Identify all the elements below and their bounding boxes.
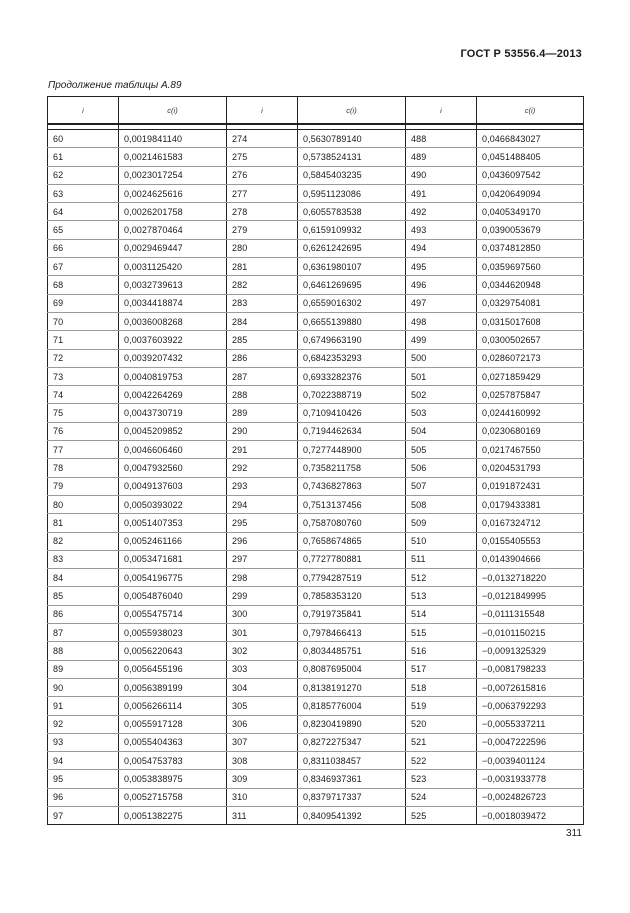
value-cell: 0,0023017254 — [119, 166, 227, 184]
index-cell: 507 — [406, 477, 477, 495]
value-cell: −0,0121849995 — [477, 587, 584, 605]
index-cell: 513 — [406, 587, 477, 605]
value-cell: 0,0179433381 — [477, 495, 584, 513]
index-cell: 86 — [48, 605, 119, 623]
value-cell: 0,7587080760 — [298, 514, 406, 532]
table-row — [48, 148, 584, 166]
value-cell: 0,7109410426 — [298, 404, 406, 422]
index-cell: 73 — [48, 367, 119, 385]
value-cell: 0,0026201758 — [119, 203, 227, 221]
index-cell: 79 — [48, 477, 119, 495]
index-cell: 68 — [48, 276, 119, 294]
index-cell: 69 — [48, 294, 119, 312]
table-row — [48, 660, 584, 678]
value-cell: 0,0055404363 — [119, 733, 227, 751]
value-cell: −0,0031933778 — [477, 770, 584, 788]
value-cell: 0,0053471681 — [119, 550, 227, 568]
value-cell: 0,0034418874 — [119, 294, 227, 312]
index-cell: 304 — [227, 678, 298, 696]
value-cell: −0,0072615816 — [477, 678, 584, 696]
table-row — [48, 569, 584, 587]
value-cell: 0,7436827863 — [298, 477, 406, 495]
value-cell: 0,6461269695 — [298, 276, 406, 294]
table-row — [48, 733, 584, 751]
value-cell: 0,0052461166 — [119, 532, 227, 550]
value-cell: 0,8311038457 — [298, 752, 406, 770]
index-cell: 505 — [406, 441, 477, 459]
value-cell: 0,0230680169 — [477, 422, 584, 440]
value-cell: 0,8087695004 — [298, 660, 406, 678]
index-cell: 508 — [406, 495, 477, 513]
value-cell: 0,0359697560 — [477, 258, 584, 276]
column-header-i-3: i — [406, 97, 477, 125]
index-cell: 283 — [227, 294, 298, 312]
value-cell: 0,8185776004 — [298, 697, 406, 715]
value-cell: −0,0111315548 — [477, 605, 584, 623]
value-cell: 0,0436097542 — [477, 166, 584, 184]
index-cell: 519 — [406, 697, 477, 715]
value-cell: 0,0027870464 — [119, 221, 227, 239]
index-cell: 292 — [227, 459, 298, 477]
value-cell: 0,0167324712 — [477, 514, 584, 532]
value-cell: 0,8138191270 — [298, 678, 406, 696]
table-row — [48, 441, 584, 459]
index-cell: 276 — [227, 166, 298, 184]
index-cell: 286 — [227, 349, 298, 367]
index-cell: 82 — [48, 532, 119, 550]
index-cell: 511 — [406, 550, 477, 568]
table-row — [48, 788, 584, 806]
index-cell: 497 — [406, 294, 477, 312]
index-cell: 299 — [227, 587, 298, 605]
value-cell: −0,0018039472 — [477, 806, 584, 824]
value-cell: 0,0050393022 — [119, 495, 227, 513]
table-row — [48, 331, 584, 349]
index-cell: 278 — [227, 203, 298, 221]
index-cell: 74 — [48, 386, 119, 404]
index-cell: 83 — [48, 550, 119, 568]
index-cell: 296 — [227, 532, 298, 550]
value-cell: 0,6749663190 — [298, 331, 406, 349]
table-row — [48, 514, 584, 532]
value-cell: 0,8230419890 — [298, 715, 406, 733]
table-row — [48, 752, 584, 770]
index-cell: 524 — [406, 788, 477, 806]
value-cell: 0,0329754081 — [477, 294, 584, 312]
table-row — [48, 166, 584, 184]
index-cell: 287 — [227, 367, 298, 385]
index-cell: 300 — [227, 605, 298, 623]
index-cell: 306 — [227, 715, 298, 733]
value-cell: 0,0055475714 — [119, 605, 227, 623]
index-cell: 489 — [406, 148, 477, 166]
value-cell: 0,6933282376 — [298, 367, 406, 385]
value-cell: 0,6559016302 — [298, 294, 406, 312]
index-cell: 77 — [48, 441, 119, 459]
value-cell: 0,6842353293 — [298, 349, 406, 367]
index-cell: 493 — [406, 221, 477, 239]
table-row — [48, 642, 584, 660]
index-cell: 279 — [227, 221, 298, 239]
index-cell: 280 — [227, 239, 298, 257]
value-cell: −0,0024826723 — [477, 788, 584, 806]
index-cell: 506 — [406, 459, 477, 477]
value-cell: 0,5845403235 — [298, 166, 406, 184]
table-row — [48, 532, 584, 550]
value-cell: −0,0132718220 — [477, 569, 584, 587]
index-cell: 75 — [48, 404, 119, 422]
index-cell: 515 — [406, 624, 477, 642]
index-cell: 294 — [227, 495, 298, 513]
column-header-i-2: i — [227, 97, 298, 125]
value-cell: 0,7022388719 — [298, 386, 406, 404]
value-cell: 0,5951123086 — [298, 184, 406, 202]
value-cell: 0,5630789140 — [298, 130, 406, 148]
index-cell: 92 — [48, 715, 119, 733]
index-cell: 500 — [406, 349, 477, 367]
index-cell: 302 — [227, 642, 298, 660]
table-row — [48, 550, 584, 568]
table-row — [48, 203, 584, 221]
index-cell: 525 — [406, 806, 477, 824]
value-cell: −0,0047222596 — [477, 733, 584, 751]
index-cell: 63 — [48, 184, 119, 202]
table-row — [48, 258, 584, 276]
index-cell: 60 — [48, 130, 119, 148]
index-cell: 496 — [406, 276, 477, 294]
table-row — [48, 130, 584, 148]
value-cell: 0,7727780881 — [298, 550, 406, 568]
index-cell: 521 — [406, 733, 477, 751]
index-cell: 85 — [48, 587, 119, 605]
table-body — [48, 124, 584, 825]
index-cell: 512 — [406, 569, 477, 587]
value-cell: 0,0451488405 — [477, 148, 584, 166]
value-cell: 0,8272275347 — [298, 733, 406, 751]
index-cell: 64 — [48, 203, 119, 221]
table-row — [48, 404, 584, 422]
index-cell: 80 — [48, 495, 119, 513]
value-cell: 0,0036008268 — [119, 312, 227, 330]
index-cell: 94 — [48, 752, 119, 770]
value-cell: 0,7794287519 — [298, 569, 406, 587]
value-cell: 0,0286072173 — [477, 349, 584, 367]
index-cell: 517 — [406, 660, 477, 678]
value-cell: 0,0056455196 — [119, 660, 227, 678]
value-cell: 0,0046606460 — [119, 441, 227, 459]
value-cell: 0,0037603922 — [119, 331, 227, 349]
index-cell: 290 — [227, 422, 298, 440]
value-cell: 0,6055783538 — [298, 203, 406, 221]
table-row — [48, 294, 584, 312]
index-cell: 84 — [48, 569, 119, 587]
value-cell: 0,0045209852 — [119, 422, 227, 440]
value-cell: 0,0217467550 — [477, 441, 584, 459]
standard-code: ГОСТ Р 53556.4—2013 — [460, 48, 582, 60]
value-cell: 0,0024625616 — [119, 184, 227, 202]
value-cell: 0,0032739613 — [119, 276, 227, 294]
value-cell: 0,0271859429 — [477, 367, 584, 385]
value-cell: 0,0300502657 — [477, 331, 584, 349]
index-cell: 491 — [406, 184, 477, 202]
index-cell: 285 — [227, 331, 298, 349]
index-cell: 78 — [48, 459, 119, 477]
index-cell: 90 — [48, 678, 119, 696]
index-cell: 510 — [406, 532, 477, 550]
index-cell: 93 — [48, 733, 119, 751]
value-cell: 0,7919735841 — [298, 605, 406, 623]
value-cell: 0,7658674865 — [298, 532, 406, 550]
value-cell: 0,0049137603 — [119, 477, 227, 495]
table-row — [48, 715, 584, 733]
value-cell: 0,0244160992 — [477, 404, 584, 422]
index-cell: 307 — [227, 733, 298, 751]
value-cell: 0,0031125420 — [119, 258, 227, 276]
value-cell: 0,0315017608 — [477, 312, 584, 330]
value-cell: 0,0047932560 — [119, 459, 227, 477]
index-cell: 298 — [227, 569, 298, 587]
value-cell: 0,7978466413 — [298, 624, 406, 642]
index-cell: 96 — [48, 788, 119, 806]
table-row — [48, 477, 584, 495]
value-cell: 0,0054196775 — [119, 569, 227, 587]
index-cell: 311 — [227, 806, 298, 824]
index-cell: 88 — [48, 642, 119, 660]
index-cell: 516 — [406, 642, 477, 660]
index-cell: 284 — [227, 312, 298, 330]
value-cell: 0,0042264269 — [119, 386, 227, 404]
index-cell: 297 — [227, 550, 298, 568]
table-row — [48, 806, 584, 824]
table-row — [48, 312, 584, 330]
index-cell: 301 — [227, 624, 298, 642]
value-cell: 0,0052715758 — [119, 788, 227, 806]
table-row — [48, 422, 584, 440]
page-number: 311 — [566, 828, 582, 839]
value-cell: 0,0021461583 — [119, 148, 227, 166]
value-cell: 0,0056220643 — [119, 642, 227, 660]
value-cell: 0,0056266114 — [119, 697, 227, 715]
value-cell: 0,0053838975 — [119, 770, 227, 788]
value-cell: 0,0043730719 — [119, 404, 227, 422]
index-cell: 522 — [406, 752, 477, 770]
value-cell: 0,6655139880 — [298, 312, 406, 330]
value-cell: 0,0054876040 — [119, 587, 227, 605]
index-cell: 490 — [406, 166, 477, 184]
table-row — [48, 770, 584, 788]
table-row — [48, 239, 584, 257]
index-cell: 494 — [406, 239, 477, 257]
index-cell: 518 — [406, 678, 477, 696]
value-cell: 0,8346937361 — [298, 770, 406, 788]
value-cell: −0,0039401124 — [477, 752, 584, 770]
table-row — [48, 624, 584, 642]
value-cell: 0,5738524131 — [298, 148, 406, 166]
value-cell: −0,0055337211 — [477, 715, 584, 733]
value-cell: 0,0143904666 — [477, 550, 584, 568]
index-cell: 309 — [227, 770, 298, 788]
index-cell: 277 — [227, 184, 298, 202]
value-cell: 0,7194462634 — [298, 422, 406, 440]
table-row — [48, 495, 584, 513]
index-cell: 502 — [406, 386, 477, 404]
index-cell: 274 — [227, 130, 298, 148]
index-cell: 520 — [406, 715, 477, 733]
index-cell: 514 — [406, 605, 477, 623]
value-cell: 0,0405349170 — [477, 203, 584, 221]
value-cell: 0,0019841140 — [119, 130, 227, 148]
value-cell: 0,0204531793 — [477, 459, 584, 477]
index-cell: 61 — [48, 148, 119, 166]
column-header-i-1: i — [48, 97, 119, 125]
index-cell: 293 — [227, 477, 298, 495]
index-cell: 498 — [406, 312, 477, 330]
index-cell: 275 — [227, 148, 298, 166]
value-cell: −0,0091325329 — [477, 642, 584, 660]
index-cell: 97 — [48, 806, 119, 824]
value-cell: 0,0055938023 — [119, 624, 227, 642]
table-row — [48, 605, 584, 623]
index-cell: 523 — [406, 770, 477, 788]
table-caption: Продолжение таблицы А.89 — [48, 80, 182, 91]
value-cell: 0,0155405553 — [477, 532, 584, 550]
index-cell: 492 — [406, 203, 477, 221]
value-cell: 0,6361980107 — [298, 258, 406, 276]
coefficients-table — [47, 96, 584, 825]
index-cell: 67 — [48, 258, 119, 276]
index-cell: 282 — [227, 276, 298, 294]
value-cell: 0,0051382275 — [119, 806, 227, 824]
index-cell: 66 — [48, 239, 119, 257]
value-cell: 0,7858353120 — [298, 587, 406, 605]
value-cell: 0,0344620948 — [477, 276, 584, 294]
index-cell: 509 — [406, 514, 477, 532]
table-row — [48, 184, 584, 202]
table-row — [48, 221, 584, 239]
column-header-ci-3: c(i) — [477, 97, 584, 125]
table-row — [48, 459, 584, 477]
index-cell: 303 — [227, 660, 298, 678]
column-header-ci-2: c(i) — [298, 97, 406, 125]
index-cell: 70 — [48, 312, 119, 330]
value-cell: 0,0040819753 — [119, 367, 227, 385]
table-row — [48, 349, 584, 367]
value-cell: 0,6159109932 — [298, 221, 406, 239]
table-row — [48, 678, 584, 696]
value-cell: 0,0420649094 — [477, 184, 584, 202]
value-cell: 0,7513137456 — [298, 495, 406, 513]
table-header-row — [48, 97, 584, 125]
value-cell: 0,8034485751 — [298, 642, 406, 660]
value-cell: 0,0191872431 — [477, 477, 584, 495]
index-cell: 289 — [227, 404, 298, 422]
index-cell: 503 — [406, 404, 477, 422]
value-cell: 0,0374812850 — [477, 239, 584, 257]
value-cell: 0,0029469447 — [119, 239, 227, 257]
value-cell: 0,0039207432 — [119, 349, 227, 367]
index-cell: 65 — [48, 221, 119, 239]
value-cell: −0,0063792293 — [477, 697, 584, 715]
table-row — [48, 276, 584, 294]
value-cell: 0,6261242695 — [298, 239, 406, 257]
column-header-ci-1: c(i) — [119, 97, 227, 125]
value-cell: 0,0466843027 — [477, 130, 584, 148]
index-cell: 71 — [48, 331, 119, 349]
index-cell: 305 — [227, 697, 298, 715]
index-cell: 310 — [227, 788, 298, 806]
value-cell: 0,0056389199 — [119, 678, 227, 696]
index-cell: 501 — [406, 367, 477, 385]
index-cell: 95 — [48, 770, 119, 788]
value-cell: 0,8379717337 — [298, 788, 406, 806]
index-cell: 62 — [48, 166, 119, 184]
table-row — [48, 587, 584, 605]
index-cell: 288 — [227, 386, 298, 404]
index-cell: 281 — [227, 258, 298, 276]
index-cell: 308 — [227, 752, 298, 770]
index-cell: 499 — [406, 331, 477, 349]
index-cell: 495 — [406, 258, 477, 276]
index-cell: 76 — [48, 422, 119, 440]
index-cell: 72 — [48, 349, 119, 367]
value-cell: 0,7358211758 — [298, 459, 406, 477]
value-cell: 0,0054753783 — [119, 752, 227, 770]
index-cell: 295 — [227, 514, 298, 532]
index-cell: 89 — [48, 660, 119, 678]
value-cell: 0,8409541392 — [298, 806, 406, 824]
index-cell: 504 — [406, 422, 477, 440]
value-cell: −0,0101150215 — [477, 624, 584, 642]
value-cell: 0,0390053679 — [477, 221, 584, 239]
index-cell: 81 — [48, 514, 119, 532]
index-cell: 488 — [406, 130, 477, 148]
table-row — [48, 367, 584, 385]
index-cell: 87 — [48, 624, 119, 642]
value-cell: 0,7277448900 — [298, 441, 406, 459]
value-cell: 0,0051407353 — [119, 514, 227, 532]
value-cell: 0,0055917128 — [119, 715, 227, 733]
value-cell: −0,0081798233 — [477, 660, 584, 678]
index-cell: 91 — [48, 697, 119, 715]
value-cell: 0,0257875847 — [477, 386, 584, 404]
table-row — [48, 697, 584, 715]
table-row — [48, 386, 584, 404]
index-cell: 291 — [227, 441, 298, 459]
